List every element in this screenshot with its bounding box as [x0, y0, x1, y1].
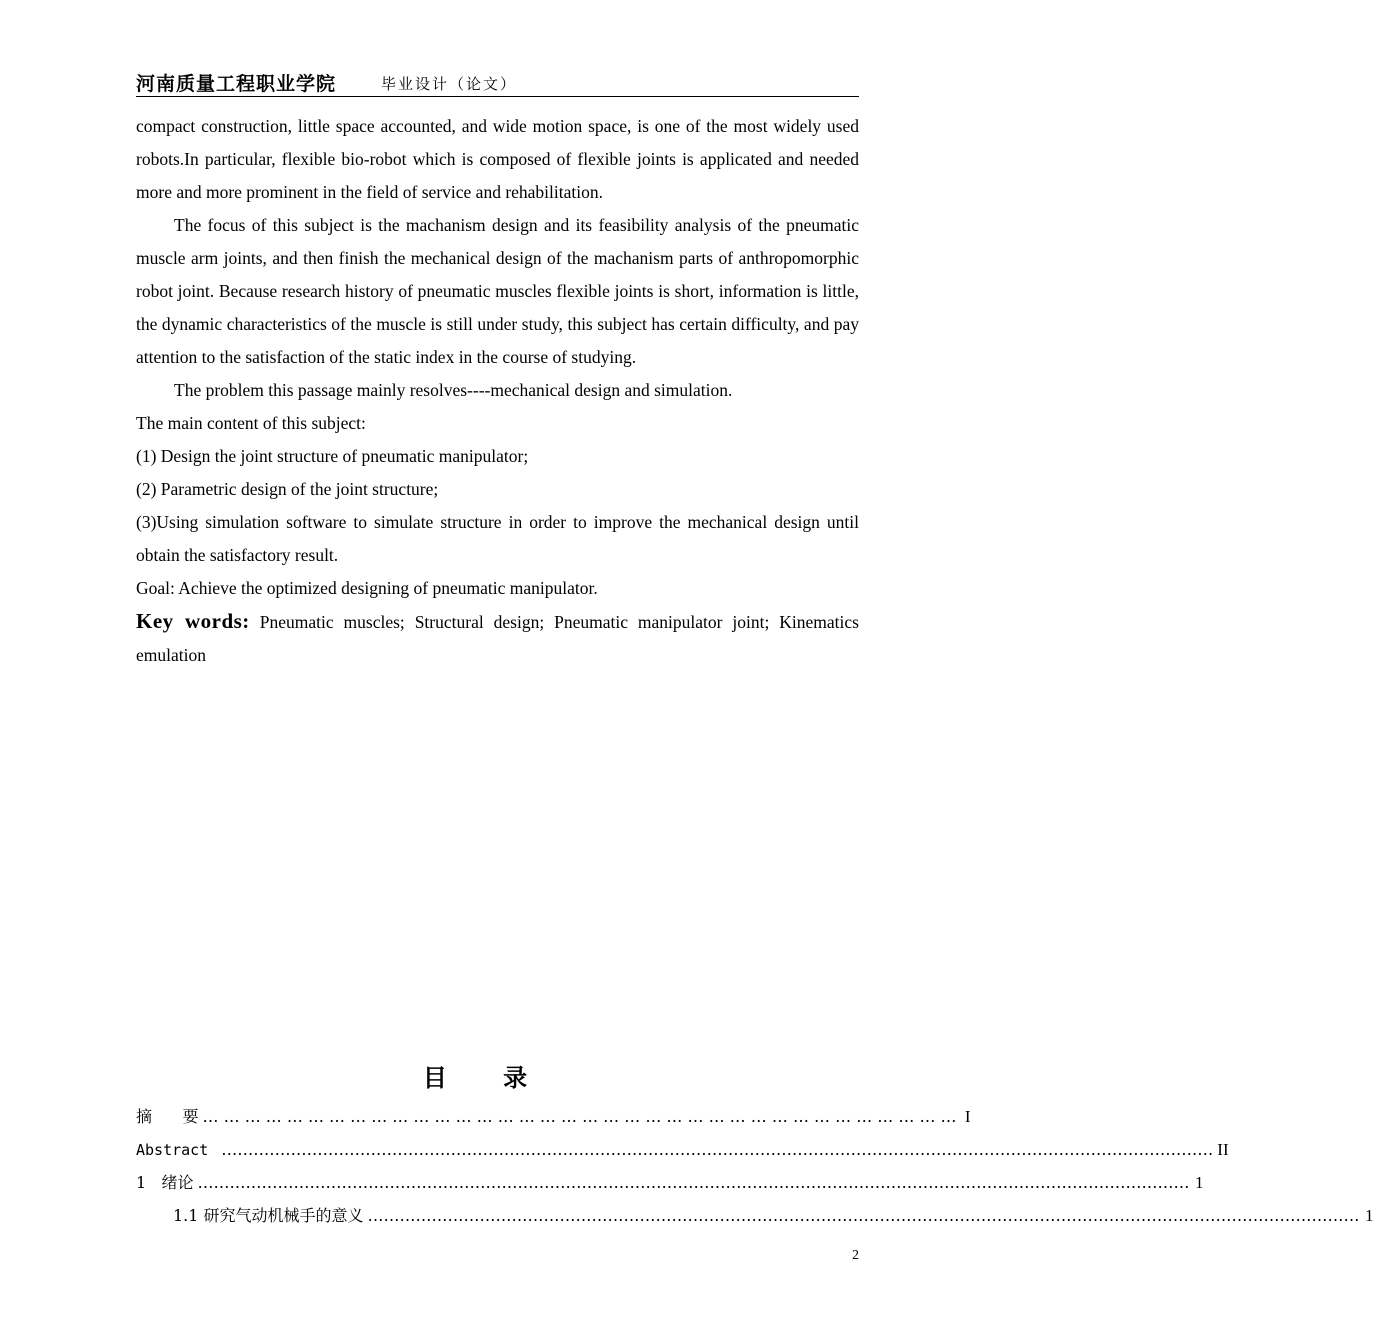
toc-leader-dots: …………………………………………………………………………………………………………………………………………………………………… [197, 1173, 1190, 1192]
keywords-line [136, 605, 859, 672]
page-header [136, 66, 859, 97]
toc-leader-dots: …………………………………………………………………………………………………………………………………………………………………… [221, 1140, 1214, 1159]
list-item-2: (2) Parametric design of the joint structure; [136, 479, 439, 499]
toc-entry-page: 1 [1365, 1206, 1374, 1225]
keywords-text: Pneumatic muscles; Structural design; Pneumatic manipulator joint; Kinematics emulation [136, 612, 859, 665]
toc-leader-dots: … … … … … … … … … … … … … … … … … … … … … … … … … … … … … … … … … … … … [202, 1107, 957, 1126]
page-number: 2 [852, 1248, 859, 1263]
paragraph-2: The focus of this subject is the machanism design and its feasibility analysis of the pneumatic muscle arm joints, and then finish the mechanical design of the machanism parts of anthropomorphic robot joint. Because research history of pneumatic muscles flexible joints is short, information is little, the dynamic characteristics of the muscle is still under study, this subject has certain difficulty, and pay attention to the satisfaction of the static index in the course of studying. [136, 215, 859, 367]
toc-entry-page: 1 [1194, 1173, 1204, 1192]
list-item-1: (1) Design the joint structure of pneumatic manipulator; [136, 446, 529, 466]
list-item-3: (3)Using simulation software to simulate structure in order to improve the mechanical design until obtain the satisfactory result. [136, 512, 859, 565]
paragraph-4: The main content of this subject: [136, 413, 366, 433]
toc-entry-page: I [964, 1107, 971, 1126]
toc-entry-abstract-en[interactable] [136, 1133, 1229, 1166]
goal-line: Goal: Achieve the optimized designing of pneumatic manipulator. [136, 578, 598, 598]
toc-entry-chapter-1[interactable] [136, 1166, 1204, 1199]
toc-entry-page: II [1217, 1140, 1229, 1159]
table-of-contents [136, 1100, 1374, 1232]
toc-entry-label: 1 绪论 [136, 1173, 194, 1192]
paragraph-1: compact construction, little space accounted, and wide motion space, is one of the most widely used robots.In particular, flexible bio-robot which is composed of flexible joints is applicated and needed more and more prominent in the field of service and rehabilitation. [136, 116, 859, 202]
toc-leader-dots: …………………………………………………………………………………………………………………………………………………………………… [367, 1206, 1360, 1225]
abstract-body [136, 110, 859, 672]
toc-entry-abstract-cn[interactable] [136, 1100, 971, 1133]
header-subtitle: 毕业设计（论文） [381, 75, 518, 93]
school-name: 河南质量工程职业学院 [136, 73, 337, 95]
toc-entry-label: Abstract [136, 1141, 218, 1159]
toc-entry-section-1-1[interactable] [136, 1199, 1374, 1232]
toc-title: 目 录 [422, 1064, 552, 1092]
toc-entry-label: 摘 要 [136, 1107, 199, 1126]
toc-entry-label: 1.1 研究气动机械手的意义 [173, 1206, 364, 1225]
keywords-label: Key words: [136, 609, 250, 633]
paragraph-3: The problem this passage mainly resolves----mechanical design and simulation. [174, 380, 733, 400]
